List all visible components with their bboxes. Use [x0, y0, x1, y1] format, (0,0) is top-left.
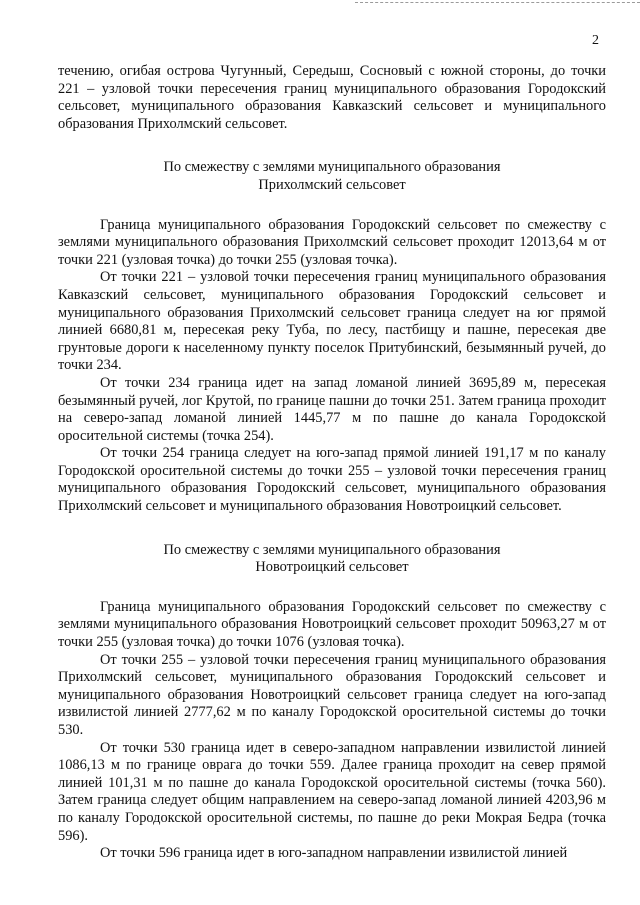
section-heading-line: По смежеству с землями муниципального образования: [163, 541, 501, 558]
paragraph: От точки 221 – узловой точки пересечения границ муниципального образования Кавказский сельсовет, муниципального образования Городокский сельсовет и муниципального образования Прихолмский сельсовет граница следует на юг прямой линией 6680,81 м, пересекая реку Туба, по лесу, пастбищу и пашне, пересекая две грунтовые дороги к населенному пункту поселок Притубинский, безымянный ручей, до точки 234.: [58, 269, 606, 374]
page-number: 2: [592, 33, 599, 48]
paragraph-truncated: От точки 596 граница идет в юго-западном направлении извилистой линией: [100, 845, 568, 862]
paragraph-continuation: течению, огибая острова Чугунный, Середыш, Сосновый с южной стороны, до точки 221 – узловой точки пересечения границ муниципального образования Городокский сельсовет, муниципального образования Кавказский сельсовет и муниципального образования Прихолмский сельсовет.: [58, 63, 606, 132]
paragraph: Граница муниципального образования Городокский сельсовет по смежеству с землями муниципального образования Новотроицкий сельсовет проходит 50963,27 м от точки 255 (узловая точка) до точки 1076 (узловая точка).: [58, 598, 606, 651]
paragraph: От точки 254 граница следует на юго-запад прямой линией 191,17 м по каналу Городокской оросительной системы до точки 255 – узловой точки пересечения границ муниципального образования Городокский сельсовет, муниципального образования Прихолмский сельсовет и муниципального образования Новотроицкий сельсовет.: [58, 445, 606, 515]
paragraph: От точки 234 граница идет на запад ломаной линией 3695,89 м, пересекая безымянный ручей, лог Крутой, по границе пашни до точки 251. Затем граница проходит на северо-запад ломаной линией 1445,77 м по пашне до канала Городокской оросительной системы (точка 254).: [58, 374, 606, 444]
section-heading-line: Прихолмский сельсовет: [258, 176, 406, 193]
scan-edge-line: [355, 2, 640, 3]
section-heading-line: По смежеству с землями муниципального образования: [163, 159, 501, 176]
section-heading-line: Новотроицкий сельсовет: [255, 559, 409, 576]
section-heading-novotroitsky: [58, 542, 606, 577]
paragraph: От точки 255 – узловой точки пересечения границ муниципального образования Прихолмский сельсовет, муниципального образования Городокский сельсовет и муниципального образования Новотроицкий сельсовет граница следует на юго-запад извилистой линией 2777,62 м по каналу Городокской оросительной системы до точки 530.: [58, 651, 606, 738]
document-body: [58, 63, 606, 863]
section-heading-priholmsky: [58, 159, 606, 194]
paragraph: Граница муниципального образования Городокский сельсовет по смежеству с землями муниципального образования Прихолмский сельсовет проходит 12013,64 м от точки 221 (узловая точка) до точки 255 (узловая точка).: [58, 216, 606, 268]
paragraph: От точки 530 граница идет в северо-западном направлении извилистой линией 1086,13 м по границе оврага до точки 559. Далее граница проходит на север прямой линией 101,31 м по пашне до канала Городокской оросительной системы (точка 560). Затем граница следует общим направлением на северо-запад ломаной линией 4203,96 м по каналу Городокской оросительной системы, по пашне до реки Мокрая Бедра (точка 596).: [58, 739, 606, 844]
